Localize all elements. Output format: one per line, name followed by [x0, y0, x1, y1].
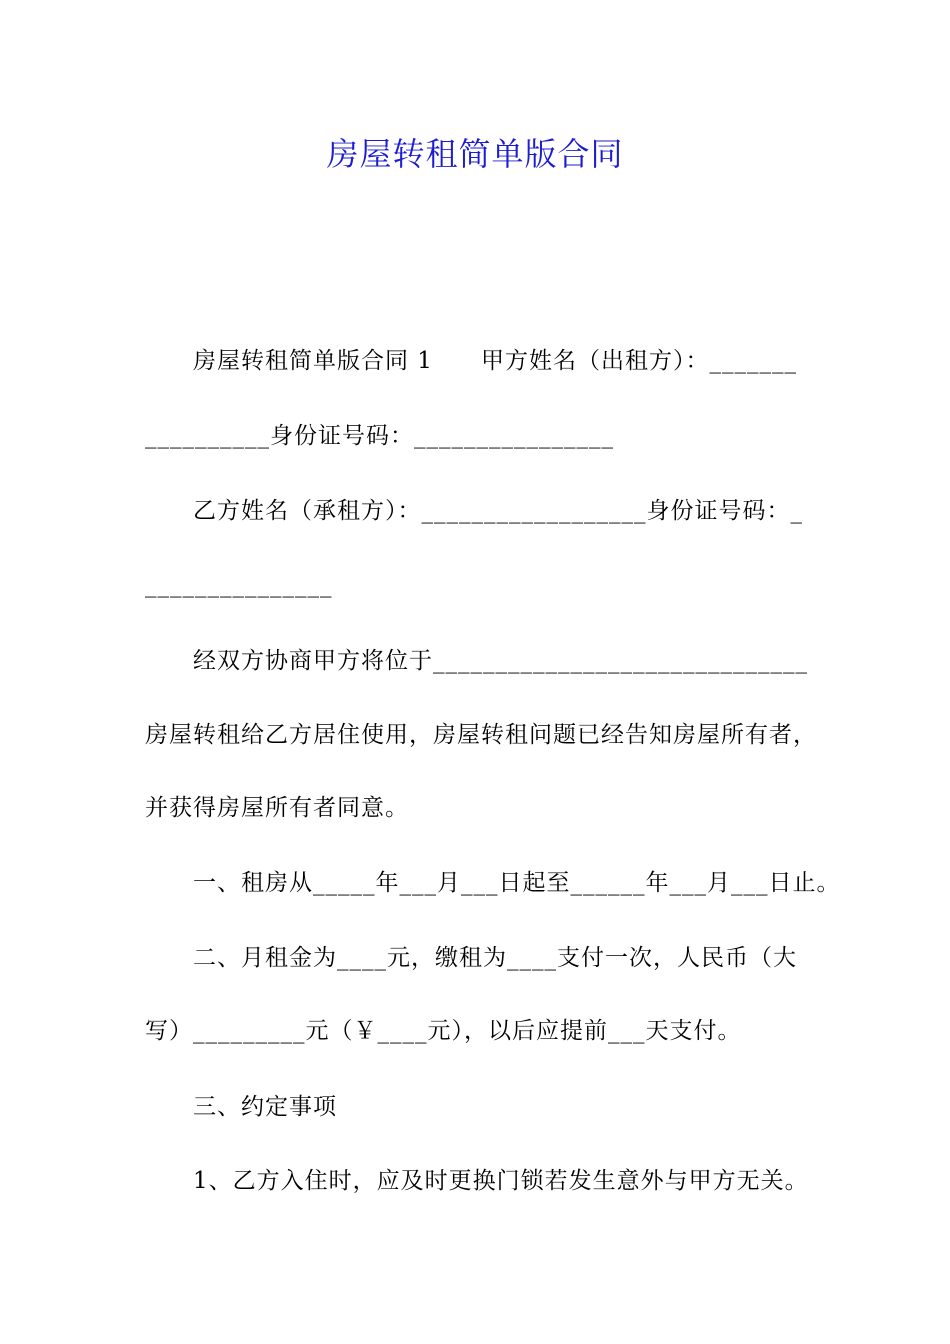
paragraph-line: 一、租房从_____年___月___日起至______年___月___日止。: [193, 870, 841, 896]
paragraph-line: 二、月租金为____元，缴租为____支付一次，人民币（大: [193, 945, 797, 971]
paragraph-line: 房屋转租简单版合同 1 甲方姓名（出租方）：_______: [193, 348, 797, 374]
paragraph-line: 乙方姓名（承租方）：__________________身份证号码：_: [193, 498, 803, 524]
paragraph-line: 1、乙方入住时，应及时更换门锁若发生意外与甲方无关。: [193, 1168, 809, 1194]
document-title: 房屋转租简单版合同: [326, 135, 624, 173]
paragraph-line: 经双方协商甲方将位于______________________________: [193, 648, 808, 674]
section-heading: 三、约定事项: [193, 1094, 337, 1120]
paragraph-line: 房屋转租给乙方居住使用，房屋转租问题已经告知房屋所有者，: [145, 722, 817, 748]
paragraph-line: 写）_________元（￥____元），以后应提前___天支付。: [145, 1018, 742, 1044]
paragraph-line: 并获得房屋所有者同意。: [145, 795, 409, 821]
paragraph-line: _______________: [145, 572, 333, 598]
paragraph-line: __________身份证号码：________________: [145, 423, 614, 449]
